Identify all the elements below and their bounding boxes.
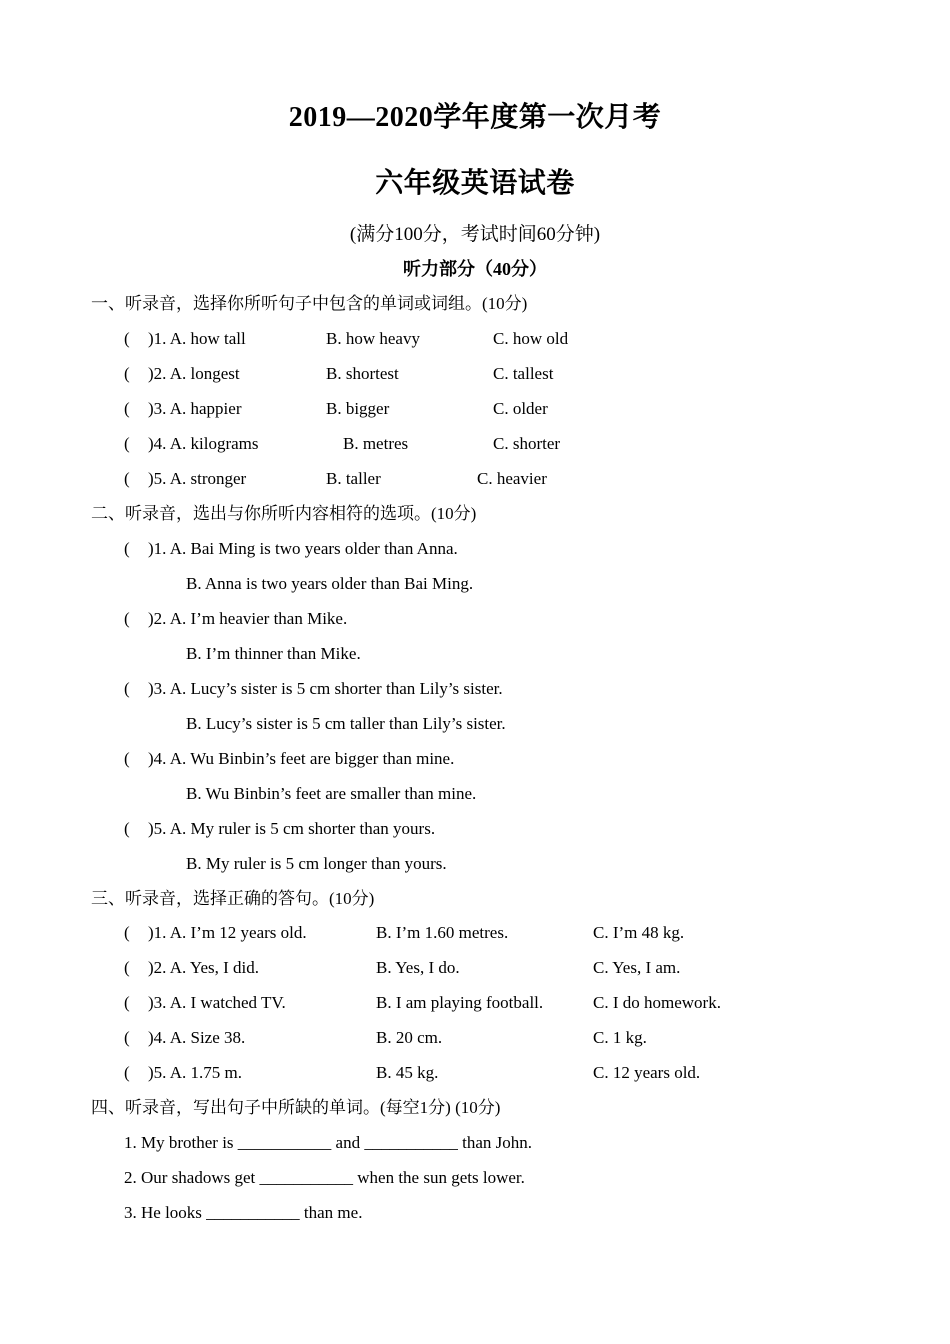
s3-q2-option-b: B. Yes, I do.: [376, 958, 460, 977]
s2-q4-option-b: B. Wu Binbin’s feet are smaller than mine.: [186, 784, 477, 803]
s1-q4: ( )4. A. kilograms: [124, 434, 259, 453]
section4-heading: 四、听录音，写出句子中所缺的单词。(每空1分) (10分): [91, 1098, 501, 1117]
s2-q1-option-b: B. Anna is two years older than Bai Ming.: [186, 574, 474, 593]
s3-q1-option-a: ( )1. A. I’m 12 years old.: [124, 923, 307, 942]
s1-q1: ( )1. A. how tall: [124, 329, 246, 348]
s1-q3-option-b: B. bigger: [326, 399, 390, 418]
section2-heading: 二、听录音，选出与你所听内容相符的选项。(10分): [91, 504, 477, 523]
s3-q1-option-c: C. I’m 48 kg.: [593, 923, 685, 942]
s2-q3-option-a: ( )3. A. Lucy’s sister is 5 cm shorter than Lily’s sister.: [124, 679, 503, 698]
s4-q2: 2. Our shadows get ___________ when the sun gets lower.: [124, 1168, 525, 1187]
s2-q1-option-a: ( )1. A. Bai Ming is two years older than Anna.: [124, 539, 458, 558]
s1-q3-option-c: C. older: [493, 399, 548, 418]
s4-q1: 1. My brother is ___________ and ___________ than John.: [124, 1133, 532, 1152]
s3-q3-option-b: B. I am playing football.: [376, 993, 544, 1012]
exam-subtitle: (满分100分，考试时间60分钟): [349, 224, 601, 245]
section1-heading: 一、听录音，选择你所听句子中包含的单词或词组。(10分): [91, 294, 528, 313]
s3-q5-option-a: ( )5. A. 1.75 m.: [124, 1063, 242, 1082]
s1-q4-option-c: C. shorter: [493, 434, 561, 453]
s1-q5-option-c: C. heavier: [477, 469, 547, 488]
s3-q4-option-b: B. 20 cm.: [376, 1028, 443, 1047]
s2-q5-option-a: ( )5. A. My ruler is 5 cm shorter than yours.: [124, 819, 436, 838]
s3-q3-option-a: ( )3. A. I watched TV.: [124, 993, 286, 1012]
s2-q5-option-b: B. My ruler is 5 cm longer than yours.: [186, 854, 447, 873]
s1-q4-option-b: B. metres: [343, 434, 409, 453]
s1-q2-option-c: C. tallest: [493, 364, 554, 383]
s3-q5-option-b: B. 45 kg.: [376, 1063, 439, 1082]
s3-q1-option-b: B. I’m 1.60 metres.: [376, 923, 509, 942]
s3-q4-option-a: ( )4. A. Size 38.: [124, 1028, 246, 1047]
s1-q3: ( )3. A. happier: [124, 399, 242, 418]
s2-q2-option-a: ( )2. A. I’m heavier than Mike.: [124, 609, 348, 628]
exam-title-grade: 六年级英语试卷: [375, 168, 575, 199]
s1-q1-option-b: B. how heavy: [326, 329, 420, 348]
s3-q3-option-c: C. I do homework.: [593, 993, 721, 1012]
s1-q5: ( )5. A. stronger: [124, 469, 247, 488]
s3-q4-option-c: C. 1 kg.: [593, 1028, 647, 1047]
s3-q2-option-a: ( )2. A. Yes, I did.: [124, 958, 259, 977]
section3-heading: 三、听录音，选择正确的答句。(10分): [91, 889, 375, 908]
s2-q2-option-b: B. I’m thinner than Mike.: [186, 644, 361, 663]
s1-q2-option-b: B. shortest: [326, 364, 399, 383]
s4-q3: 3. He looks ___________ than me.: [124, 1203, 363, 1222]
s2-q3-option-b: B. Lucy’s sister is 5 cm taller than Lily’s sister.: [186, 714, 506, 733]
s1-q5-option-b: B. taller: [326, 469, 381, 488]
s3-q2-option-c: C. Yes, I am.: [593, 958, 681, 977]
exam-title-year: 2019—2020学年度第一次月考: [288, 102, 662, 133]
s2-q4-option-a: ( )4. A. Wu Binbin’s feet are bigger than mine.: [124, 749, 455, 768]
listening-part-title: 听力部分（40分）: [403, 259, 547, 279]
s3-q5-option-c: C. 12 years old.: [593, 1063, 701, 1082]
s1-q1-option-c: C. how old: [493, 329, 569, 348]
s1-q2: ( )2. A. longest: [124, 364, 240, 383]
